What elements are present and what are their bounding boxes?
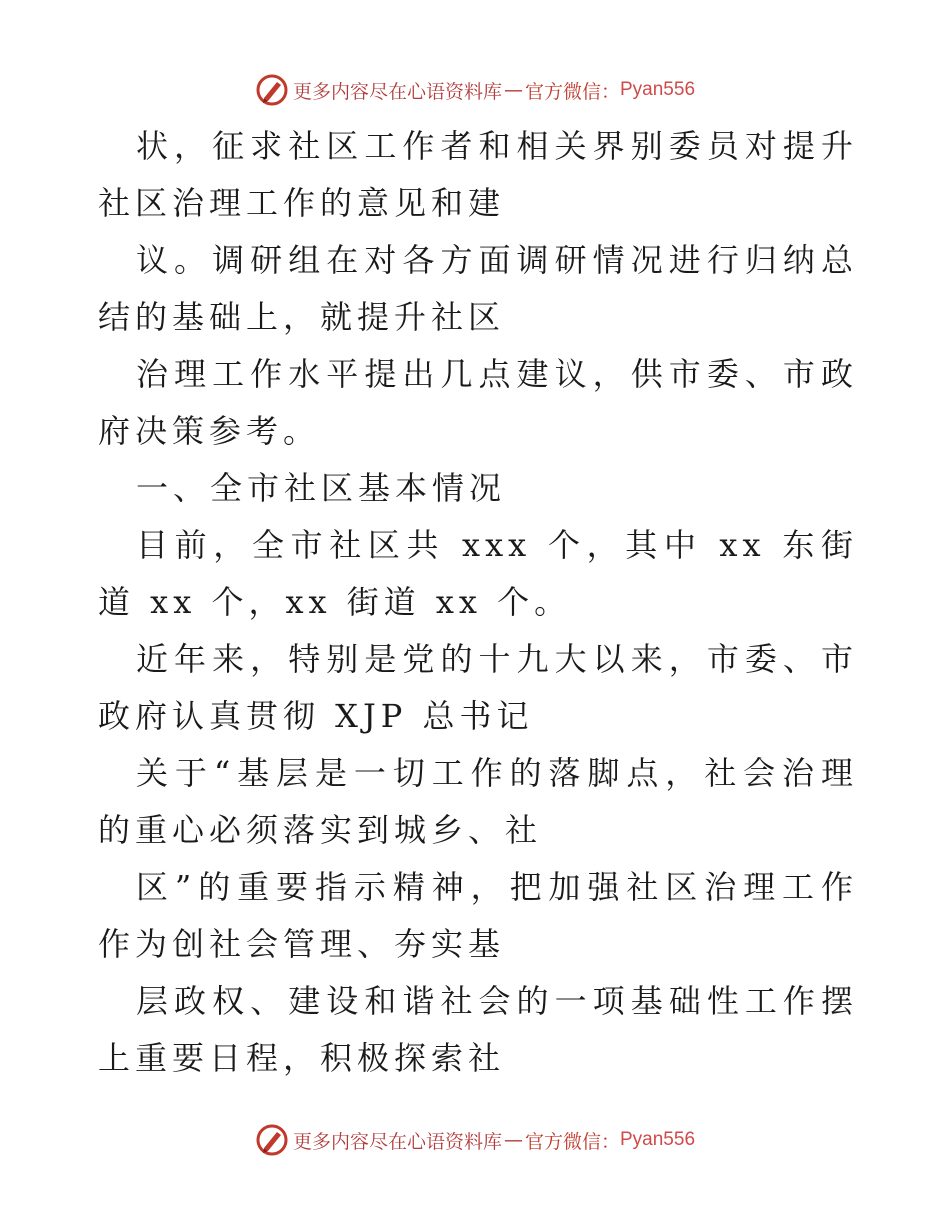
- document-body: [98, 118, 858, 1087]
- banner-dash: —: [503, 1129, 523, 1151]
- banner-wechat-handle: Pyan556: [620, 1129, 696, 1150]
- body-paragraph: 议。调研组在对各方面调研情况进行归纳总结的基础上，就提升社区: [98, 241, 858, 336]
- banner-wechat-label: 官方微信：: [524, 1130, 620, 1153]
- body-paragraph: 治理工作水平提出几点建议，供市委、市政府决策参考。: [98, 355, 858, 450]
- body-paragraph: 层政权、建设和谐社会的一项基础性工作摆上重要日程，积极探索社: [98, 982, 858, 1077]
- pen-logo-icon: [255, 1123, 289, 1157]
- footer-banner: [0, 1120, 950, 1160]
- banner-wechat-label: 官方微信：: [524, 80, 620, 103]
- banner-brand-text: 更多内容尽在心语资料库: [292, 80, 502, 103]
- banner-wechat-handle: Pyan556: [620, 79, 696, 100]
- body-paragraph: 关于“基层是一切工作的落脚点，社会治理的重心必须落实到城乡、社: [98, 754, 858, 849]
- body-paragraph: 状，征求社区工作者和相关界别委员对提升社区治理工作的意见和建: [98, 127, 858, 222]
- body-paragraph: 目前，全市社区共 xxx 个，其中 xx 东街道 xx 个，xx 街道 xx 个。: [98, 526, 858, 621]
- banner-brand-text: 更多内容尽在心语资料库: [292, 1130, 502, 1153]
- banner-dash: —: [503, 79, 523, 101]
- header-banner: [0, 70, 950, 110]
- body-paragraph: 近年来，特别是党的十九大以来，市委、市政府认真贯彻 XJP 总书记: [98, 640, 858, 735]
- pen-logo-icon: [255, 73, 289, 107]
- section-heading: 一、全市社区基本情况: [136, 469, 507, 507]
- body-paragraph: 区”的重要指示精神，把加强社区治理工作作为创社会管理、夯实基: [98, 868, 858, 963]
